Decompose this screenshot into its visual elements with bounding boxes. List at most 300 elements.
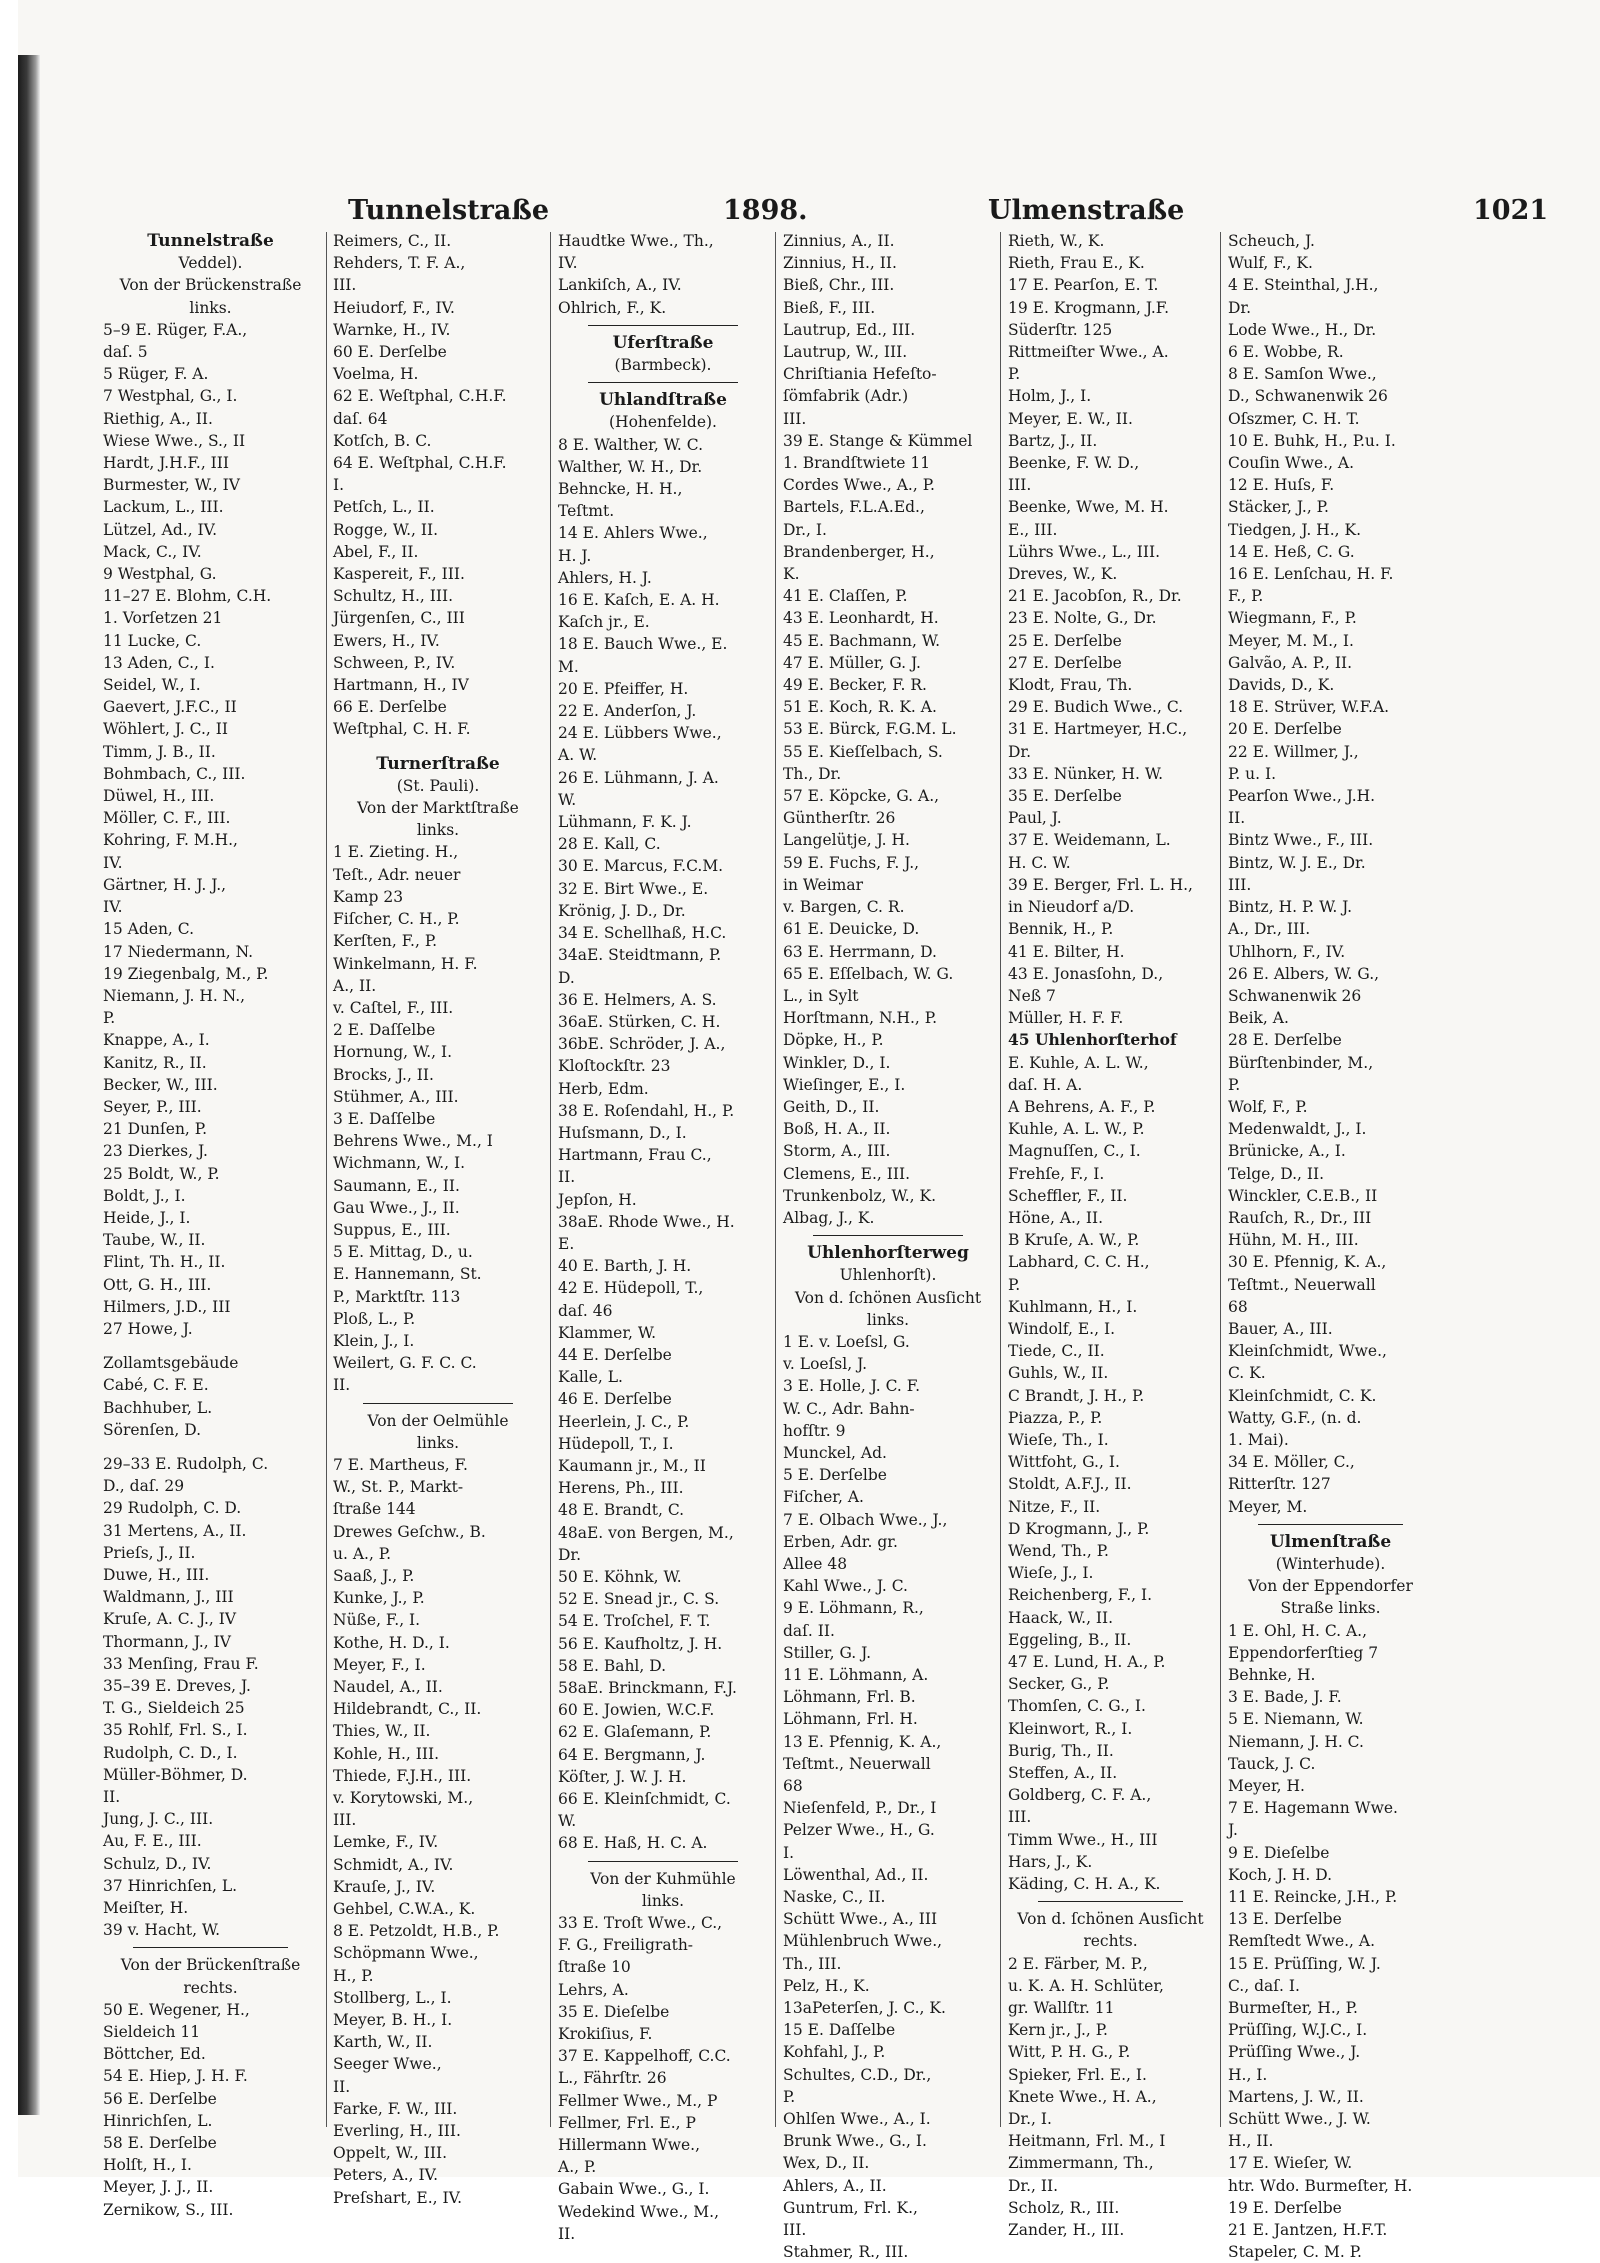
directory-entry: 62 E. Weſtphal, C.H.F. [333,387,507,406]
directory-entry: Timm Wwe., H., III [1008,1830,1158,1849]
directory-entry: Knete Wwe., H. A., [1008,2087,1157,2106]
directory-entry: Hartmann, Frau C., [558,1146,712,1165]
directory-entry: 9 E. Löhmann, R., [783,1599,924,1618]
section-note: Von d. ſchönen Ausſicht [794,1288,982,1307]
section-note: Von der Kuhmühle [590,1869,736,1888]
directory-entry: H., P. [333,1966,374,1985]
directory-entry: 11–27 E. Blohm, C.H. [103,587,272,606]
directory-entry: Kaumann jr., M., II [558,1456,706,1475]
directory-entry: 11 Lucke, C. [103,631,202,650]
directory-entry: 46 E. Derſelbe [558,1390,672,1409]
directory-entry: Bartels, F.L.A.Ed., [783,498,925,517]
directory-entry: J. [1228,1821,1238,1840]
section-note: Von der Brückenſtraße [120,1956,301,1975]
directory-entry: 13aPeterſen, J. C., K. [783,1999,946,2018]
section-note: Von der Oelmühle [367,1411,509,1430]
directory-entry: 44 E. Derſelbe [558,1345,672,1364]
directory-entry: Möller, C. F., III. [103,809,231,828]
directory-entry: 17 Niedermann, N. [103,942,254,961]
directory-entry: 34 E. Möller, C., [1228,1453,1355,1472]
section-note: Von d. ſchönen Ausſicht [1017,1910,1204,1929]
directory-entry: 1. Brandſtwiete 11 [783,454,931,473]
directory-entry: Meyer, H. [1228,1777,1305,1796]
directory-entry: Behncke, H. H., [558,480,683,499]
directory-entry: 1 E. v. Loeſsl, G. [783,1332,910,1351]
section-rule [1258,1524,1403,1525]
directory-entry: 27 E. Derſelbe [1008,653,1122,672]
directory-entry: 56 E. Kaufholtz, J. H. [558,1634,723,1653]
directory-entry: Martens, J. W., II. [1228,2087,1364,2106]
directory-entry: Allee 48 [783,1554,848,1573]
section-note: (Barmbeck). [614,356,712,375]
directory-entry: Tauck, J. C. [1228,1754,1316,1773]
directory-entry: 13 E. Derſelbe [1228,1910,1342,1929]
directory-entry: Käding, C. H. A., K. [1008,1875,1161,1894]
directory-entry: 35–39 E. Dreves, J. [103,1677,251,1695]
directory-entry: Davids, D., K. [1228,676,1335,695]
directory-entry: Drewes Geſchw., B. [333,1522,486,1541]
directory-entry: Prieſs, J., II. [103,1543,196,1562]
section-note: links. [416,1433,460,1452]
directory-entry: 65 E. Eſſelbach, W. G. [783,964,954,983]
directory-entry: Lautrup, Ed., III. [783,320,916,339]
directory-entry: 5–9 E. Rüger, F.A., [103,320,248,339]
directory-entry: Timm, J. B., II. [103,742,216,761]
directory-entry: 39 E. Berger, Frl. L. H., [1008,875,1193,894]
directory-entry: Nüße, F., I. [333,1611,421,1630]
directory-entry: 26 E. Albers, W. G., [1228,964,1380,983]
directory-entry: T. G., Sieldeich 25 [103,1699,245,1718]
directory-entry: Goldberg, C. F. A., [1008,1786,1152,1805]
street-heading: Uferſtraße [612,332,714,353]
directory-entry: Cordes Wwe., A., P. [783,476,935,495]
directory-entry: Th., III. [783,1954,842,1973]
directory-entry: Wöhlert, J. C., II [103,720,229,739]
directory-entry: Fiſcher, A. [783,1488,864,1507]
directory-entry: Löwenthal, Ad., II. [783,1865,929,1884]
directory-entry: Flint, Th. H., II. [103,1253,226,1272]
spacer [333,741,543,753]
directory-entry: 60 E. Jowien, W.C.F. [558,1701,715,1720]
directory-entry: Holm, J., I. [1008,387,1092,406]
directory-entry: Jürgenſen, C., III [333,609,465,628]
directory-entry: 66 E. Derſelbe [333,698,447,717]
directory-entry: Pelz, H., K. [783,1976,870,1995]
directory-entry: Lackum, L., III. [103,498,224,517]
directory-entry: Meyer, F., I. [333,1655,426,1674]
directory-entry: 21 Dunſen, P. [103,1120,208,1139]
directory-entry: Schulz, D., IV. [103,1854,212,1873]
directory-entry: 38aE. Rhode Wwe., H. [558,1212,735,1231]
directory-entry: Ott, G. H., III. [103,1275,212,1294]
directory-entry: B Kruſe, A. W., P. [1008,1231,1140,1250]
directory-entry: Höne, A., II. [1008,1208,1104,1227]
directory-entry: Dr. [1228,298,1252,317]
directory-entry: III. [1008,1808,1032,1827]
directory-entry: E. Kuhle, A. L. W., [1008,1053,1149,1072]
directory-entry: gr. Wallſtr. 11 [1008,1999,1115,2018]
directory-entry: 58 E. Derſelbe [103,2134,217,2153]
directory-entry: ſömfabrik (Adr.) [783,387,909,406]
directory-entry: Kaspereit, F., III. [333,565,465,584]
directory-entry: 41 E. Claſſen, P. [783,587,908,606]
running-head-year: 1898. [723,195,808,226]
directory-entry: Everling, H., III. [333,2122,461,2141]
directory-entry: Walther, W. H., Dr. [558,457,703,476]
directory-entry: Meyer, M. M., I. [1228,631,1354,650]
directory-entry: Fiſcher, C. H., P. [333,910,460,929]
directory-entry: Oſszmer, C. H. T. [1228,409,1360,428]
directory-entry: L., Fährſtr. 26 [558,2069,667,2088]
directory-entry: Heide, J., I. [103,1208,191,1227]
directory-entry: Frehſe, F., I. [1008,1164,1105,1183]
directory-entry: 12 E. Huſs, F. [1228,476,1335,495]
directory-entry: Schütt Wwe., A., III [783,1910,938,1929]
section-rule [363,1403,513,1404]
directory-entry: 33 E. Troſt Wwe., C., [558,1914,723,1933]
section-note: (St. Pauli). [396,776,480,795]
directory-entry: daſ. 46 [558,1301,613,1320]
directory-entry: Medenwaldt, J., I. [1228,1120,1367,1139]
directory-entry: 58aE. Brinckmann, F.J. [558,1679,737,1697]
directory-entry: Ewers, H., IV. [333,631,440,650]
directory-entry: Prüſſing Wwe., J. [1228,2043,1361,2062]
directory-entry: Mühlenbruch Wwe., [783,1932,943,1951]
directory-entry: in Nieudorf a/D. [1008,898,1135,917]
directory-entry: Stahmer, R., III. [783,2243,909,2262]
directory-entry: Kleinſchmidt, C. K. [1228,1386,1377,1405]
street-heading: Ulmenſtraße [1269,1531,1392,1552]
directory-entry: Teſt., Adr. neuer [333,865,461,884]
directory-entry: 5 E. Niemann, W. [1228,1710,1364,1729]
directory-entry: 32 E. Birt Wwe., E. [558,879,709,898]
directory-entry: Wex, D., II. [783,2154,870,2173]
directory-entry: Schween, P., IV. [333,653,456,672]
directory-entry: 14 E. Ahlers Wwe., [558,524,708,543]
directory-entry: Jepſon, H. [558,1190,637,1209]
directory-entry: Schultz, H., III. [333,587,454,606]
directory-entry: 1 E. Zieting. H., [333,843,459,862]
section-rule [813,1235,963,1236]
directory-entry: Hühn, M. H., III. [1228,1231,1359,1250]
directory-entry: 47 E. Lund, H. A., P. [1008,1653,1166,1671]
directory-entry: Wittfoht, G., I. [1008,1453,1120,1472]
directory-entry: Hillermann Wwe., [558,2136,701,2155]
directory-entry: Wichmann, W., I. [333,1154,466,1173]
directory-entry: Böttcher, Ed. [103,2045,206,2064]
directory-entry: 64 E. Weſtphal, C.H.F. [333,454,507,473]
directory-entry: 48 E. Brandt, C. [558,1501,685,1520]
directory-entry: 35 Rohlf, Frl. S., I. [103,1721,248,1740]
directory-entry: 11 E. Reincke, J.H., P. [1228,1888,1398,1907]
directory-entry: 51 E. Koch, R. K. A. [783,698,937,717]
directory-entry: P., Marktſtr. 113 [333,1287,461,1306]
directory-entry: Burmester, W., IV [103,476,240,495]
directory-entry: W. [558,1812,577,1831]
directory-entry: Heerlein, J. C., P. [558,1412,690,1431]
directory-entry: Fellmer Wwe., M., P [558,2091,718,2110]
directory-entry: 68 [1228,1297,1248,1316]
directory-entry: 37 E. Weidemann, L. [1008,831,1171,850]
directory-entry: 31 Mertens, A., II. [103,1521,247,1540]
column-divider [326,232,327,2127]
directory-entry: 35 E. Dieſelbe [558,2002,670,2021]
street-heading: Uhlandſtraße [599,390,727,411]
directory-entry: Lankiſch, A., IV. [558,276,682,295]
directory-entry: III. [783,409,807,428]
directory-entry: II. [333,1376,351,1395]
directory-column-5 [1008,230,1213,2240]
directory-entry: 40 E. Barth, J. H. [558,1257,692,1276]
directory-entry: Lemke, F., IV. [333,1833,439,1852]
directory-entry: Geith, D., II. [783,1097,880,1116]
directory-entry: 15 E. Daſſelbe [783,2021,896,2040]
directory-entry: II. [333,2077,351,2096]
directory-entry: Peters, A., IV. [333,2166,439,2185]
directory-entry: 17 E. Pearſon, E. T. [1008,276,1159,295]
directory-entry: Dr. [558,1545,582,1564]
street-heading: Turnerſtraße [376,753,500,774]
directory-entry: Kleinſchmidt, Wwe., [1228,1342,1387,1361]
directory-entry: Petſch, L., II. [333,498,435,517]
directory-entry: Kaſch jr., E. [558,613,650,632]
directory-entry: C. K. [1228,1364,1266,1383]
directory-entry: Klodt, Frau, Th. [1008,676,1133,695]
directory-entry: 3 E. Daſſelbe [333,1109,436,1128]
directory-entry: Remſtedt Wwe., A. [1228,1932,1376,1951]
directory-entry: Sieldeich 11 [103,2023,201,2042]
directory-entry: Beenke, F. W. D., [1008,454,1140,473]
directory-entry: Th., Dr. [783,764,842,783]
directory-entry: Klammer, W. [558,1323,657,1342]
directory-entry: Kotſch, B. C. [333,431,432,450]
directory-entry: 54 E. Hiep, J. H. F. [103,2067,248,2086]
directory-entry: Wolf, F., P. [1228,1097,1308,1116]
directory-entry: 68 E. Haß, H. C. A. [558,1834,708,1853]
directory-entry: Ahlers, A., II. [783,2176,887,2195]
directory-entry: Farke, F. W., III. [333,2099,458,2118]
directory-entry: A., Dr., III. [1228,920,1311,939]
directory-entry: 68 [783,1777,803,1796]
directory-entry: 60 E. Derſelbe [333,343,447,362]
directory-entry: Warnke, H., IV. [333,320,451,339]
section-note: (Hohenfelde). [609,413,717,432]
section-note: Von der Eppendorfer [1248,1577,1413,1596]
directory-entry: 1. Mai). [1228,1430,1289,1449]
directory-entry: 7 E. Hagemann Wwe. [1228,1799,1398,1818]
directory-entry: Hars, J., K. [1008,1852,1093,1871]
directory-entry: Mack, C., IV. [103,542,202,561]
directory-entry: 11 E. Löhmann, A. [783,1666,929,1684]
directory-entry: Kloſtockſtr. 23 [558,1057,671,1076]
directory-entry: Guhls, W., II. [1008,1364,1109,1383]
directory-entry: 39 E. Stange & Kümmel [783,431,973,450]
directory-entry: 36aE. Stürken, C. H. [558,1012,721,1031]
directory-entry: Kohle, H., III. [333,1744,440,1763]
directory-entry: 64 E. Bergmann, J. [558,1745,706,1764]
directory-entry: Scheuch, J. [1228,232,1315,250]
directory-entry: Kalle, L. [558,1368,623,1387]
directory-entry: Zernikow, S., III. [103,2200,234,2219]
directory-entry: Wiese Wwe., S., II [103,431,246,450]
directory-entry: Rehders, T. F. A., [333,254,466,273]
directory-entry: Hardt, J.H.F., III [103,454,230,473]
directory-entry: Koch, J. H. D. [1228,1865,1333,1884]
directory-entry: H. J. [558,546,592,565]
directory-column-1 [103,230,318,2219]
directory-entry: Beenke, Wwe, M. H. [1008,498,1169,517]
directory-entry: 7 Westphal, G., I. [103,387,238,406]
directory-entry: Rieth, W., K. [1008,232,1105,250]
directory-entry: 28 E. Derſelbe [1228,1031,1342,1050]
directory-entry: Kleinwort, R., I. [1008,1719,1133,1738]
directory-entry: Cabé, C. F. E. [103,1376,209,1395]
directory-entry: Eppendorferſtieg 7 [1228,1643,1379,1662]
directory-entry: 30 E. Marcus, F.C.M. [558,857,724,876]
directory-entry: 21 E. Jantzen, H.F.T. [1228,2221,1388,2240]
directory-entry: I. [333,476,345,495]
directory-entry: Guntrum, Frl. K., [783,2198,918,2217]
directory-entry: Stollberg, L., I. [333,1988,452,2007]
directory-entry: Brunk Wwe., G., I. [783,2132,927,2151]
directory-entry: Schütt Wwe., J. W. [1228,2110,1371,2129]
directory-entry: 23 Dierkes, J. [103,1142,208,1161]
directory-entry: K. [783,565,800,584]
directory-entry: Storm, A., III. [783,1142,891,1161]
directory-entry: Bürſtenbinder, M., [1228,1053,1374,1072]
directory-entry: Müller-Böhmer, D. [103,1765,248,1784]
directory-entry: Sörenſen, D. [103,1420,202,1439]
section-rule [588,382,738,383]
directory-entry: Bartz, J., II. [1008,431,1098,450]
directory-entry: Dr., I. [1008,2110,1052,2129]
directory-entry: III. [1228,875,1252,894]
directory-entry: Wiegmann, F., P. [1228,609,1357,628]
directory-entry: 58 E. Bahl, D. [558,1656,667,1675]
directory-entry: Ohlſen Wwe., A., I. [783,2110,931,2129]
directory-entry: Steffen, A., II. [1008,1764,1118,1783]
directory-entry: Ploß, L., P. [333,1309,416,1328]
section-note: rechts. [1083,1932,1138,1951]
directory-entry: Rogge, W., II. [333,520,439,539]
book-binding-shadow [18,55,40,2115]
directory-entry: 3 E. Holle, J. C. F. [783,1377,921,1396]
directory-entry: Hartmann, H., IV [333,676,469,695]
directory-entry: 66 E. Kleinſchmidt, C. [558,1790,731,1809]
directory-entry: Gaevert, J.F.C., II [103,698,237,717]
directory-entry: H., I. [1228,2065,1268,2084]
directory-entry: Bieß, F., III. [783,298,876,317]
directory-entry: 13 Aden, C., I. [103,653,215,672]
directory-entry: daſ. H. A. [1008,1075,1083,1094]
directory-entry: Boldt, J., I. [103,1186,186,1205]
directory-entry: C., daſ. I. [1228,1976,1300,1995]
directory-entry: 43 E. Leonhardt, H. [783,609,939,628]
directory-entry: 23 E. Nolte, G., Dr. [1008,609,1157,628]
directory-entry: Brandenberger, H., [783,542,935,561]
directory-entry: IV. [103,898,123,917]
directory-entry: Teſtmt. [558,502,615,521]
directory-entry: Naske, C., II. [783,1888,886,1907]
directory-entry: Scholz, R., III. [1008,2198,1120,2217]
directory-entry: Spieker, Frl. E., I. [1008,2065,1147,2084]
directory-entry: III. [333,1811,357,1830]
directory-entry: Zander, H., III. [1008,2221,1125,2240]
directory-entry: 54 E. Troſchel, F. T. [558,1612,711,1631]
directory-entry: Winckler, C.E.B., II [1228,1186,1378,1205]
directory-entry: Paul, J. [1008,809,1062,828]
directory-entry: Herens, Ph., III. [558,1479,684,1498]
directory-entry: 16 E. Lenſchau, H. F. [1228,565,1394,584]
directory-entry: I. [783,1843,795,1862]
directory-entry: Güntherſtr. 26 [783,809,896,828]
directory-entry: Thormann, J., IV [103,1632,231,1651]
directory-entry: Fellmer, Frl. E., P [558,2113,696,2132]
directory-entry: 33 E. Nünker, H. W. [1008,764,1163,783]
directory-entry: Waldmann, J., III [103,1588,234,1607]
directory-entry: Galvão, A. P., II. [1228,653,1353,672]
section-note: Veddel). [178,254,243,273]
directory-entry: Kohfahl, J., P. [783,2043,886,2062]
directory-entry: Holſt, H., I. [103,2156,192,2175]
directory-entry: Stiller, G. J. [783,1643,872,1662]
directory-entry: Wulf, F., K. [1228,254,1313,273]
directory-entry: Kamp 23 [333,887,404,906]
directory-entry: Tiedgen, J. H., K. [1228,520,1361,539]
directory-entry: D. [558,968,575,987]
directory-entry: Ohlrich, F., K. [558,298,667,317]
directory-entry: 24 E. Lübbers Wwe., [558,724,722,743]
directory-entry: 41 E. Bilter, H. [1008,942,1125,961]
directory-entry: 47 E. Müller, G. J. [783,653,921,672]
street-heading: Tunnelstraße [147,231,274,251]
directory-entry: Prüſſing, W.J.C., I. [1228,2021,1368,2040]
directory-entry: Scheffler, F., II. [1008,1186,1128,1205]
directory-entry: Langelütje, J. H. [783,831,910,850]
directory-entry: Rauſch, R., Dr., III [1228,1208,1372,1227]
directory-entry: 2 E. Färber, M. P., [1008,1954,1148,1973]
directory-entry: P. [1008,1275,1021,1294]
directory-entry: Schöpmann Wwe., [333,1944,479,1963]
directory-entry: IV. [558,254,578,273]
directory-entry: 20 E. Derſelbe [1228,720,1342,739]
directory-entry: Au, F. E., III. [103,1832,202,1851]
directory-entry: 35 E. Derſelbe [1008,787,1122,806]
directory-entry: Thomſen, C. G., I. [1008,1697,1146,1716]
directory-entry: 25 Boldt, W., P. [103,1164,220,1183]
directory-entry: Pelzer Wwe., H., G. [783,1821,935,1840]
directory-entry: 63 E. Herrmann, D. [783,942,937,961]
directory-entry: 7 E. Olbach Wwe., J., [783,1510,948,1529]
directory-entry: Riethig, A., II. [103,409,213,428]
directory-entry: 57 E. Köpcke, G. A., [783,787,940,806]
directory-entry: 49 E. Becker, F. R. [783,676,927,695]
directory-entry: Haudtke Wwe., Th., [558,232,714,250]
directory-entry: Nieſenfeld, P., Dr., I [783,1799,937,1818]
section-rule [588,1861,738,1862]
directory-entry: Meiſter, H. [103,1899,189,1918]
directory-entry: Kunke, J., P. [333,1589,425,1608]
directory-entry: Meyer, M. [1228,1497,1308,1516]
directory-entry: daſ. II. [783,1621,835,1640]
directory-entry: Oppelt, W., III. [333,2144,448,2163]
directory-entry: 61 E. Deuicke, D. [783,920,920,939]
directory-entry: Ritterſtr. 127 [1228,1475,1331,1494]
directory-column-4 [783,230,993,2262]
directory-entry: Köſter, J. W. J. H. [558,1767,687,1786]
directory-entry: III. [783,2221,807,2240]
running-head-right: Ulmenstraße [988,195,1185,226]
